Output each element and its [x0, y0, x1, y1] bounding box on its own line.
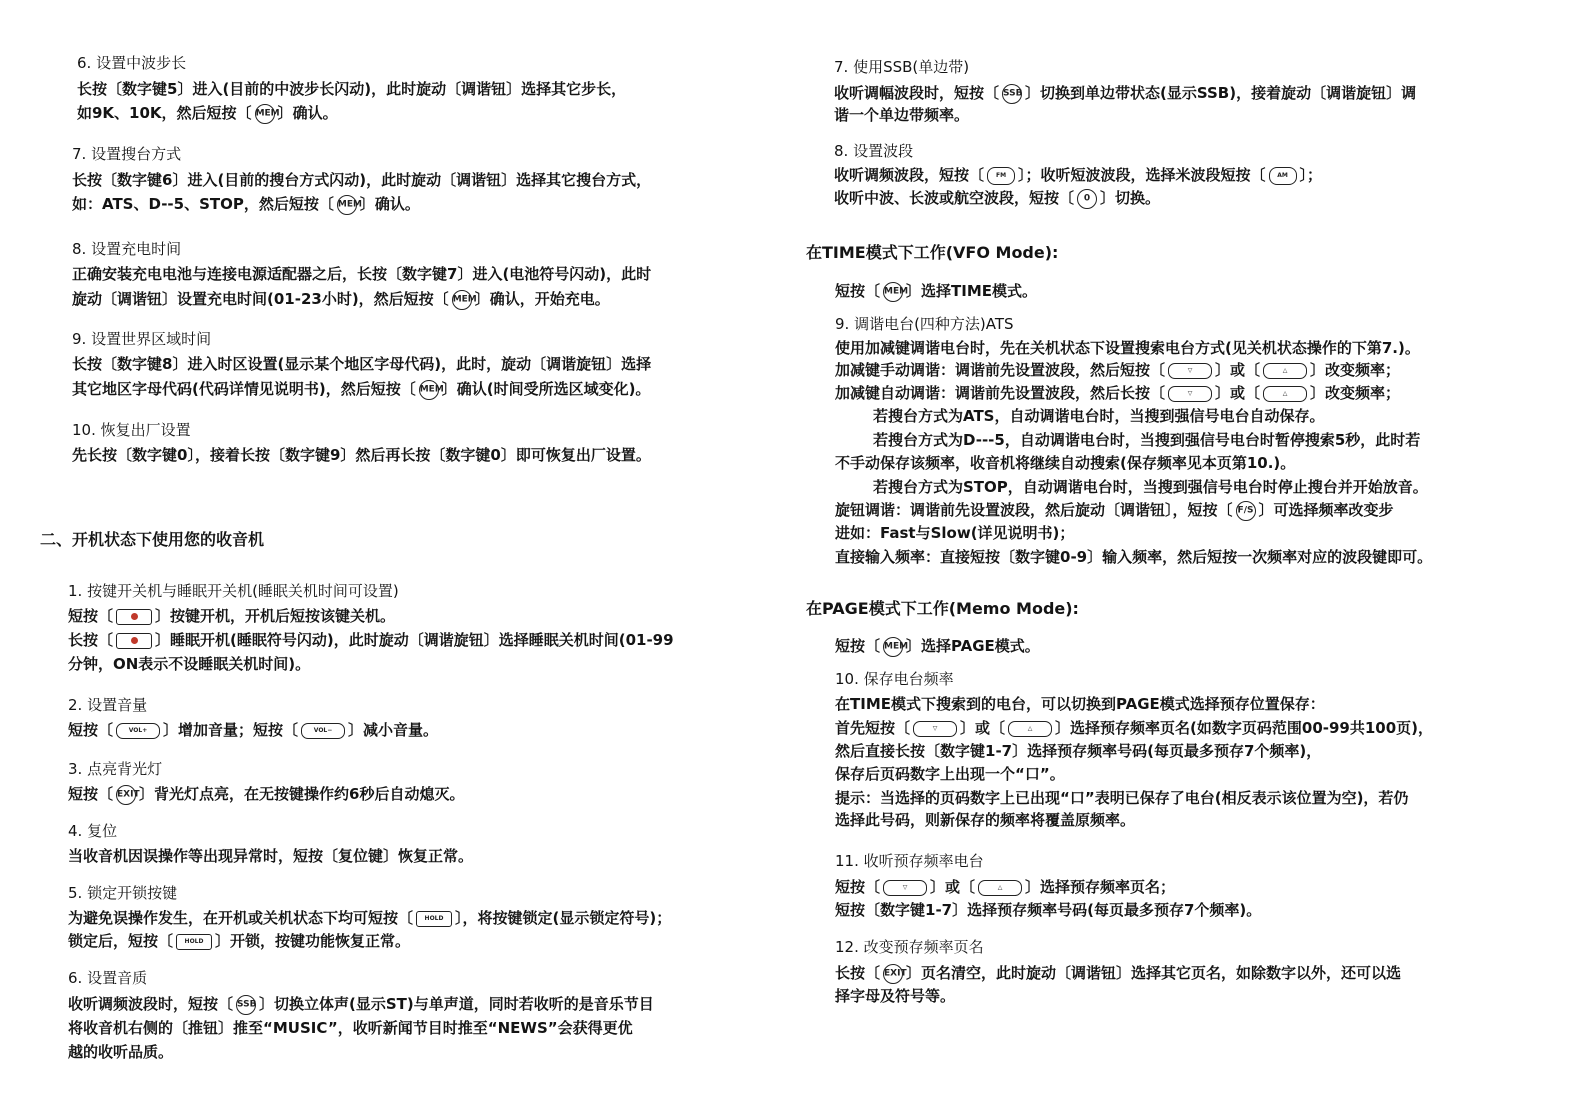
paragraph-line: 如：ATS、D--5、STOP，然后短按〔 MEM 〕确认。	[72, 195, 420, 213]
paragraph-line: 当收音机因误操作等出现异常时，短按〔复位键〕恢复正常。	[68, 847, 474, 865]
fm-band-key-icon: FM	[987, 167, 1015, 185]
section-title: 6. 设置音质	[68, 969, 148, 987]
mem-key-icon: MEM	[337, 195, 357, 215]
paragraph-line: 收听调频波段，短按〔 FM 〕；收听短波波段，选择米波段短按〔 AM 〕；	[834, 166, 1323, 184]
paragraph-line: 择字母及符号等。	[835, 987, 956, 1005]
mem-key-icon: MEM	[452, 290, 472, 310]
volume-up-key-icon: VOL+	[116, 723, 160, 739]
paragraph-line: 长按〔数字键5〕进入(目前的中波步长闪动)，此时旋动〔调谐钮〕选择其它步长，	[77, 80, 627, 98]
section-title: 3. 点亮背光灯	[68, 760, 163, 778]
paragraph-line: 先长按〔数字键0〕，接着长按〔数字键9〕然后再长按〔数字键0〕即可恢复出厂设置。	[72, 446, 651, 464]
up-key-icon: △	[1263, 363, 1307, 379]
paragraph-line: 然后直接长按〔数字键1-7〕选择预存频率号码(每页最多预存7个频率)，	[835, 742, 1322, 760]
paragraph-line: 旋钮调谐：调谐前先设置波段，然后旋动〔调谐钮〕，短按〔 F/S 〕可选择频率改变步	[835, 501, 1394, 519]
down-key-icon: ▽	[913, 721, 957, 737]
paragraph-line: 若搜台方式为STOP，自动调谐电台时，当搜到强信号电台时停止搜台并开始放音。	[873, 478, 1428, 496]
section-heading: 二、开机状态下使用您的收音机	[40, 530, 265, 549]
mode-heading: 在TIME模式下工作(VFO Mode):	[806, 243, 1059, 262]
down-key-icon: ▽	[1168, 363, 1212, 379]
power-key-icon	[116, 609, 152, 625]
section-title: 7. 设置搜台方式	[72, 145, 182, 163]
paragraph-line: 使用加减键调谐电台时，先在关机状态下设置搜索电台方式(见关机状态操作的下第7.)。	[835, 339, 1420, 357]
paragraph-line: 在TIME模式下搜索到的电台，可以切换到PAGE模式选择预存位置保存：	[835, 695, 1325, 713]
exit-key-icon: EXIT	[883, 964, 903, 984]
paragraph-line: 保存后页码数字上出现一个“口”。	[835, 765, 1065, 783]
section-title: 9. 设置世界区域时间	[72, 330, 212, 348]
paragraph-line: 加减键自动调谐：调谐前先设置波段，然后长按〔 ▽ 〕或〔 △ 〕改变频率；	[835, 384, 1401, 402]
paragraph-line: 收听调频波段时，短按〔 SSB 〕切换立体声(显示ST)与单声道，同时若收听的是音乐节目	[68, 995, 654, 1013]
paragraph-line: 短按〔 MEM 〕选择TIME模式。	[835, 282, 1038, 300]
paragraph-line: 将收音机右侧的〔推钮〕推至“MUSIC”，收听新闻节目时推至“NEWS”会获得更优	[68, 1019, 633, 1037]
paragraph-line: 直接输入频率：直接短按〔数字键0-9〕输入频率，然后短按一次频率对应的波段键即可。	[835, 548, 1433, 566]
section-title: 5. 锁定开锁按键	[68, 884, 178, 902]
paragraph-line: 加减键手动调谐：调谐前先设置波段，然后短按〔 ▽ 〕或〔 △ 〕改变频率；	[835, 361, 1401, 379]
paragraph-line: 首先短按〔 ▽ 〕或〔 △ 〕选择预存频率页名(如数字页码范围00-99共100页)，	[835, 719, 1434, 737]
down-key-icon: ▽	[883, 880, 927, 896]
section-title: 9. 调谐电台(四种方法)ATS	[835, 315, 1014, 333]
paragraph-line: 若搜台方式为ATS，自动调谐电台时，当搜到强信号电台自动保存。	[873, 407, 1325, 425]
paragraph-line: 不手动保存该频率，收音机将继续自动搜索(保存频率见本页第10.)。	[835, 454, 1296, 472]
mem-key-icon: MEM	[883, 637, 903, 657]
down-key-icon: ▽	[1168, 386, 1212, 402]
paragraph-line: 谐一个单边带频率。	[834, 106, 970, 124]
paragraph-line: 长按〔 EXIT 〕页名清空，此时旋动〔调谐钮〕选择其它页名，如除数字以外，还可以选	[835, 964, 1402, 982]
up-key-icon: △	[1263, 386, 1307, 402]
fast-slow-key-icon: F/S	[1236, 501, 1256, 521]
paragraph-line: 长按〔 〕睡眠开机(睡眠符号闪动)，此时旋动〔调谐旋钮〕选择睡眠关机时间(01-99	[68, 631, 674, 649]
paragraph-line: 短按〔 VOL+ 〕增加音量；短按〔 VOL− 〕减小音量。	[68, 721, 439, 739]
exit-key-icon: EXIT	[116, 785, 136, 805]
section-title: 7. 使用SSB(单边带)	[834, 58, 970, 76]
zero-key-icon: 0	[1077, 189, 1097, 209]
paragraph-line: 短按〔数字键1-7〕选择预存频率号码(每页最多预存7个频率)。	[835, 901, 1262, 919]
section-title: 2. 设置音量	[68, 696, 148, 714]
mem-key-icon: MEM	[419, 380, 439, 400]
paragraph-line: 短按〔 ▽ 〕或〔 △ 〕选择预存频率页名；	[835, 878, 1176, 896]
paragraph-line: 选择此号码，则新保存的频率将覆盖原频率。	[835, 811, 1136, 829]
section-title: 1. 按键开关机与睡眠开关机(睡眠关机时间可设置)	[68, 582, 399, 600]
power-key-icon	[116, 633, 152, 649]
section-title: 8. 设置充电时间	[72, 240, 182, 258]
hold-key-icon: HOLD	[416, 911, 452, 927]
paragraph-line: 正确安装充电电池与连接电源适配器之后，长按〔数字键7〕进入(电池符号闪动)，此时	[72, 265, 652, 283]
paragraph-line: 进如：Fast与Slow(详见说明书)；	[835, 524, 1075, 542]
paragraph-line: 收听调幅波段时，短按〔 SSB 〕切换到单边带状态(显示SSB)，接着旋动〔调谐旋钮〕调	[834, 84, 1417, 102]
section-title: 10. 保存电台频率	[835, 670, 954, 688]
paragraph-line: 短按〔 MEM 〕选择PAGE模式。	[835, 637, 1040, 655]
section-title: 8. 设置波段	[834, 142, 914, 160]
paragraph-line: 收听中波、长波或航空波段，短按〔 0 〕切换。	[834, 189, 1161, 207]
mem-key-icon: MEM	[255, 104, 275, 124]
section-title: 10. 恢复出厂设置	[72, 421, 191, 439]
section-title: 4. 复位	[68, 822, 118, 840]
up-key-icon: △	[1008, 721, 1052, 737]
mode-heading: 在PAGE模式下工作(Memo Mode):	[806, 599, 1079, 618]
paragraph-line: 为避免误操作发生，在开机或关机状态下均可短按〔 HOLD 〕，将按键锁定(显示锁定符号)；	[68, 909, 672, 927]
am-band-key-icon: AM	[1269, 167, 1297, 185]
stereo-key-icon: SSB	[236, 995, 256, 1015]
paragraph-line: 短按〔 EXIT 〕背光灯点亮，在无按键操作约6秒后自动熄灭。	[68, 785, 465, 803]
hold-key-icon: HOLD	[176, 934, 212, 950]
paragraph-line: 分钟，ON表示不设睡眠关机时间)。	[68, 655, 311, 673]
volume-down-key-icon: VOL−	[301, 723, 345, 739]
paragraph-line: 长按〔数字键6〕进入(目前的搜台方式闪动)，此时旋动〔调谐钮〕选择其它搜台方式，	[72, 171, 652, 189]
paragraph-line: 若搜台方式为D---5，自动调谐电台时，当搜到强信号电台时暂停搜索5秒，此时若	[873, 431, 1421, 449]
paragraph-line: 提示：当选择的页码数字上已出现“口”表明已保存了电台(相反表示该位置为空)，若仍	[835, 789, 1409, 807]
paragraph-line: 越的收听品质。	[68, 1043, 174, 1061]
paragraph-line: 如9K、10K，然后短按〔 MEM 〕确认。	[77, 104, 338, 122]
up-key-icon: △	[978, 880, 1022, 896]
paragraph-line: 锁定后，短按〔 HOLD 〕开锁，按键功能恢复正常。	[68, 932, 411, 950]
section-title: 6. 设置中波步长	[77, 54, 187, 72]
paragraph-line: 短按〔 〕按键开机，开机后短按该键关机。	[68, 607, 396, 625]
mem-key-icon: MEM	[883, 282, 903, 302]
section-title: 12. 改变预存频率页名	[835, 938, 984, 956]
ssb-key-icon: SSB	[1002, 84, 1022, 104]
paragraph-line: 其它地区字母代码(代码详情见说明书)，然后短按〔 MEM 〕确认(时间受所选区域变化)。	[72, 380, 651, 398]
paragraph-line: 旋动〔调谐钮〕设置充电时间(01-23小时)，然后短按〔 MEM 〕确认，开始充电。	[72, 290, 610, 308]
section-title: 11. 收听预存频率电台	[835, 852, 984, 870]
paragraph-line: 长按〔数字键8〕进入时区设置(显示某个地区字母代码)，此时，旋动〔调谐旋钮〕选择	[72, 355, 652, 373]
